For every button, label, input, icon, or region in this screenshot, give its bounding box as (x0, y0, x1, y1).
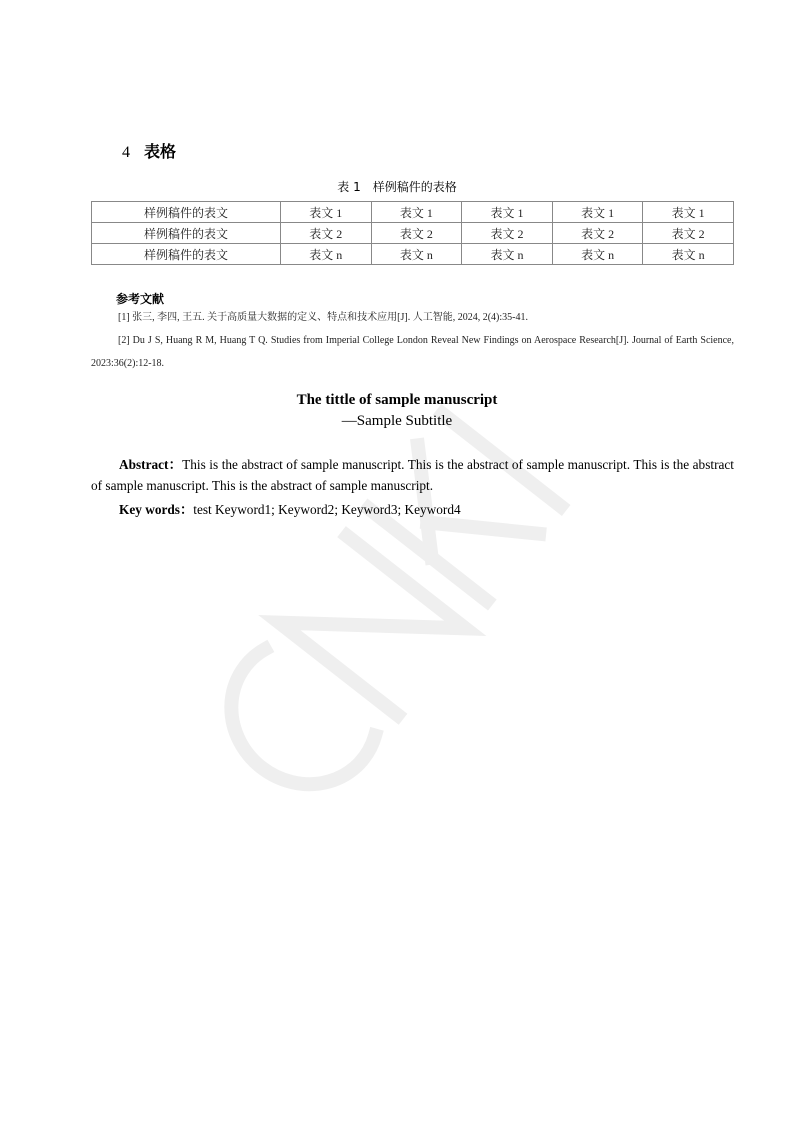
abstract-label: Abstract： (119, 457, 183, 472)
table-cell: 表文 2 (552, 223, 643, 244)
section-number: 4 (122, 144, 130, 161)
table-cell: 表文 1 (643, 202, 734, 223)
keywords-text: test Keyword1; Keyword2; Keyword3; Keyword4 (193, 502, 461, 517)
table-cell: 表文 2 (462, 223, 553, 244)
table-cell: 表文 n (462, 244, 553, 265)
table-row (92, 202, 734, 223)
table-cell: 表文 n (371, 244, 462, 265)
sample-table (91, 201, 734, 265)
abstract (91, 454, 734, 496)
table-cell: 表文 1 (281, 202, 372, 223)
english-subtitle: —Sample Subtitle (341, 413, 453, 429)
keywords-label: Key words： (119, 502, 194, 517)
abstract-text: This is the abstract of sample manuscript. This is the abstract of sample manuscript. This is the abstract of sample manuscript. This is the abstract of sample manuscript. (91, 457, 734, 493)
table-row (92, 244, 734, 265)
table-cell: 表文 2 (643, 223, 734, 244)
table-row (92, 223, 734, 244)
table-cell: 表文 n (552, 244, 643, 265)
table-cell: 样例稿件的表文 (92, 244, 281, 265)
table-cell: 表文 1 (371, 202, 462, 223)
reference-item: [1] 张三, 李四, 王五. 关于高质量大数据的定义、特点和技术应用[J]. 人工智能, 2024, 2(4):35-41. (118, 312, 528, 323)
reference-item: [2] Du J S, Huang R M, Huang T Q. Studies from Imperial College London Reveal New Findings on Aerospace Research[J]. Journal of Earth Science, 2023:36(2):12-18. (91, 335, 734, 369)
english-title: The tittle of sample manuscript (296, 392, 498, 408)
section-heading (122, 139, 176, 162)
table-cell: 表文 1 (552, 202, 643, 223)
references-heading: 参考文献 (116, 292, 165, 306)
table-cell: 表文 2 (281, 223, 372, 244)
table-cell: 表文 n (643, 244, 734, 265)
table-cell: 样例稿件的表文 (92, 223, 281, 244)
table-cell: 表文 1 (462, 202, 553, 223)
section-title: 表格 (144, 144, 177, 161)
table-caption: 表 1 样例稿件的表格 (337, 180, 457, 194)
table-cell: 样例稿件的表文 (92, 202, 281, 223)
table-cell: 表文 2 (371, 223, 462, 244)
table-cell: 表文 n (281, 244, 372, 265)
keywords (119, 499, 461, 518)
